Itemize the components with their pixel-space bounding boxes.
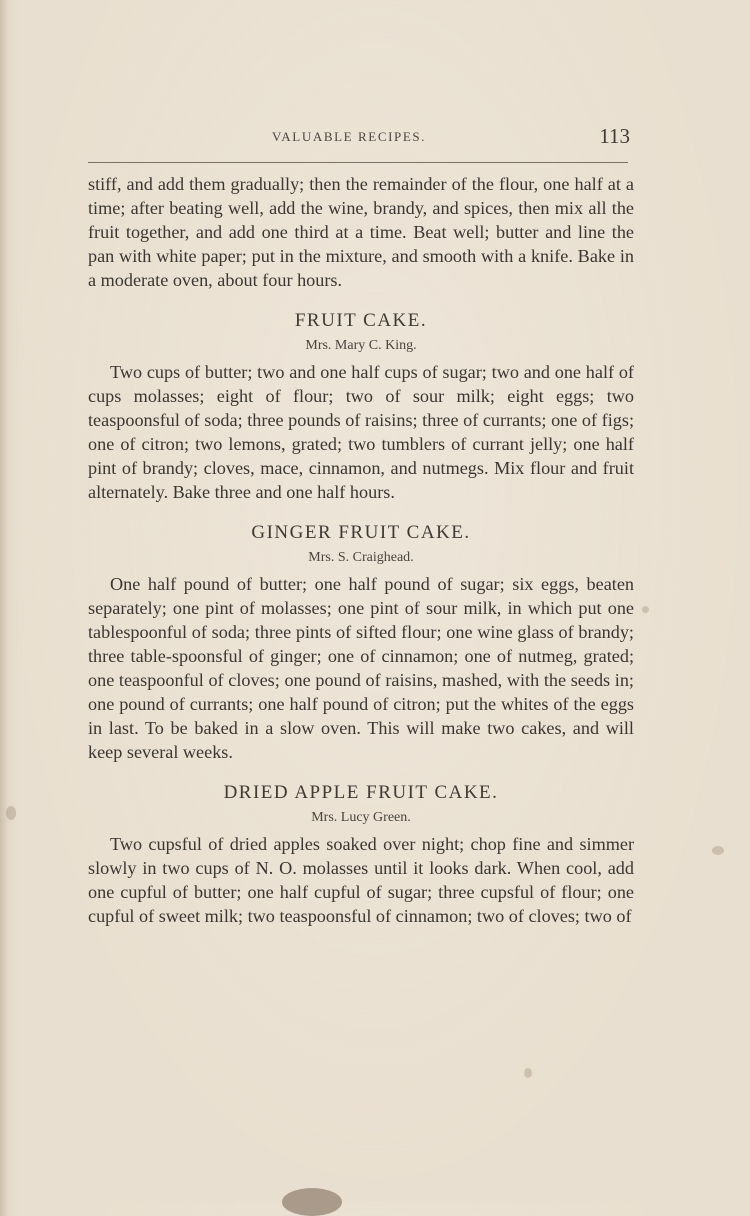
recipe-text: One half pound of butter; one half pound of sugar; six eggs, beaten separately; one pint of molasses; one pint of sour milk, in which put one tablespoonful of soda; three pints of sifted flour; one wine glass of brandy; three table-spoonsful of ginger; one of cinnamon; one of nutmeg, grated; one teaspoonful of cloves; one pound of raisins, mashed, with the seeds in; one pound of currants; one half pound of citron; put the whites of the eggs in last. To be baked in a slow oven. This will make two cakes, and will keep several weeks. [88, 574, 634, 762]
foxing-spot [642, 606, 649, 613]
page-body [88, 172, 634, 928]
running-head [88, 124, 634, 150]
page-number: 113 [599, 124, 630, 148]
recipe-author: Mrs. S. Craighead. [308, 550, 414, 565]
recipe-title: FRUIT CAKE. [294, 310, 428, 331]
header-rule [88, 162, 628, 163]
recipe-fruit-cake [88, 308, 634, 504]
recipe-author: Mrs. Mary C. King. [305, 338, 417, 353]
foxing-spot [712, 846, 724, 855]
foxing-spot [6, 806, 16, 820]
running-title: VALUABLE RECIPES. [272, 129, 427, 144]
intro-paragraph: stiff, and add them gradually; then the remainder of the flour, one half at a time; after beating well, add the wine, brandy, and spices, then mix all the fruit together, and add one third at a time. Beat well; butter and line the pan with white paper; put in the mixture, and smooth with a knife. Bake in a moderate oven, about four hours. [88, 174, 634, 290]
foxing-spot [524, 1068, 532, 1078]
recipe-author: Mrs. Lucy Green. [311, 810, 411, 825]
recipe-ginger-fruit-cake [88, 520, 634, 764]
recipe-text: Two cupsful of dried apples soaked over night; chop fine and simmer slowly in two cups of N. O. molasses until it looks dark. When cool, add one cupful of butter; one half cupful of sugar; three cupsful of flour; one cupful of sweet milk; two teaspoonsful of cinnamon; two of cloves; two of [88, 834, 634, 926]
recipe-title: GINGER FRUIT CAKE. [251, 522, 471, 543]
binding-shadow [282, 1188, 342, 1216]
recipe-text: Two cups of butter; two and one half cups of sugar; two and one half of cups molasses; eight of flour; two of sour milk; eight eggs; two teaspoonsful of soda; three pounds of raisins; three of currants; one of figs; one of citron; two lemons, grated; two tumblers of currant jelly; one half pint of brandy; cloves, mace, cinnamon, and nutmegs. Mix flour and fruit alternately. Bake three and one half hours. [88, 362, 634, 502]
recipe-dried-apple-fruit-cake [88, 780, 634, 928]
recipe-title: DRIED APPLE FRUIT CAKE. [223, 782, 499, 803]
